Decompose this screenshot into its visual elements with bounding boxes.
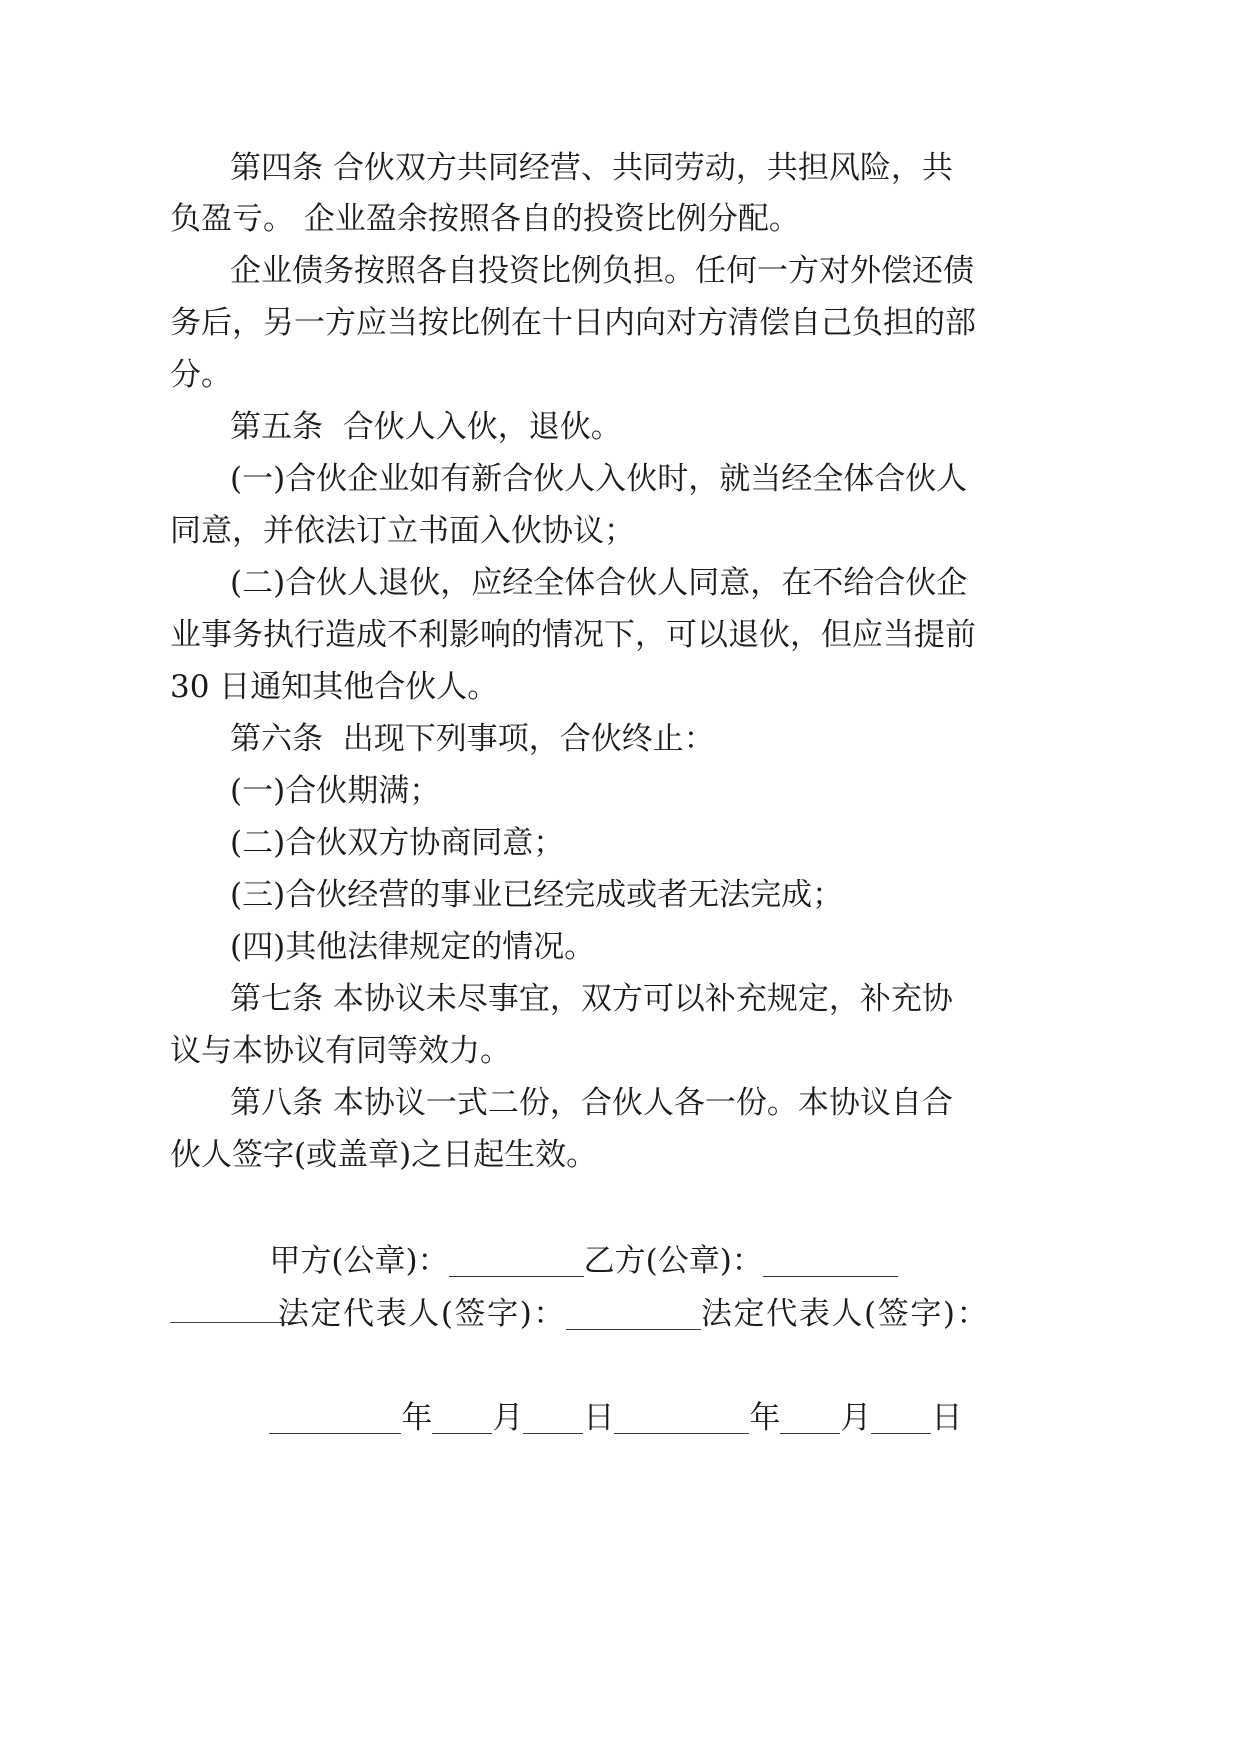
text-char: 当 [883,617,914,653]
date-b-day-label: 日 [931,1400,963,1436]
text-char: 成 [356,617,387,653]
text-char: 企 [230,253,261,289]
text-char: 合 [285,461,317,497]
text-char: 合 [285,565,317,601]
debt-line-3: 分。 [170,357,232,393]
text-char: 清 [728,305,759,341]
text-char: 协 [828,1085,860,1121]
text-char: ( [230,461,243,497]
text-char: 时 [657,461,689,497]
text-char: 经 [781,461,813,497]
date-b-month-blank[interactable] [780,1399,840,1434]
seal-row [230,1183,898,1279]
text-char: 内 [604,305,635,341]
text-char: 条 [292,981,323,1017]
text-char: 协 [363,1085,395,1121]
text-char: 协 [921,981,953,1017]
text-char: 的 [511,617,542,653]
text-char: 规 [766,981,798,1017]
date-a-day-blank[interactable] [523,1399,583,1434]
text-char: 的 [914,305,945,341]
text-char: 同 [688,565,720,601]
text-char: 伙 [316,565,348,601]
text-char: 本 [332,1085,364,1121]
text-char: 就 [719,461,751,497]
text-char: 经 [518,150,550,186]
text-char: ， [828,981,860,1017]
text-char: 伙 [533,461,565,497]
text-char: 一 [294,305,325,341]
text-char: 全 [812,461,844,497]
text-char: 例 [480,305,511,341]
article-7-line-1 [230,973,953,1025]
text-char: 经 [502,565,534,601]
text-char: 务 [170,305,201,341]
article-8-line-1 [230,1077,953,1129]
rep-b-label: 法定代表人(签字)： [701,1296,990,1332]
article-5-item-2-line-3: 30 日通知其他合伙人。 [170,669,499,705]
text-char: 可 [642,981,674,1017]
text-char: 债 [943,253,974,289]
text-char: 入 [595,461,627,497]
text-char: ， [890,150,922,186]
article-5-item-1-line-1 [230,453,968,505]
text-char: 伙 [316,461,348,497]
text-char: 投 [478,253,509,289]
article-6-heading: 第六条 出现下列事项，合伙终止： [230,721,715,757]
text-char: 如 [409,461,441,497]
text-char: 伙 [626,461,658,497]
text-char: ， [549,1085,581,1121]
text-char: 业 [170,617,201,653]
date-a-month-blank[interactable] [432,1399,492,1434]
text-char: 、 [580,150,612,186]
text-char: ， [440,565,472,601]
text-char: 议 [394,1085,426,1121]
text-char: 企 [936,565,968,601]
rep-a-label: 法定代表人(签字)： [277,1296,567,1332]
article-6-item-3: (三)合伙经营的事业已经完成或者无法完成； [230,877,844,913]
text-char: 未 [425,981,457,1017]
text-char: 一 [242,461,274,497]
text-char: 还 [912,253,943,289]
text-char: 前 [945,617,976,653]
article-5-item-2-line-1 [230,557,968,609]
party-b-seal-label: 乙方(公章)： [583,1243,763,1279]
text-char: 十 [542,305,573,341]
text-char: 可 [666,617,697,653]
text-char: 担 [883,305,914,341]
text-char: 按 [418,305,449,341]
text-char [323,973,333,1025]
text-char: 下 [604,617,635,653]
text-char: 补 [704,981,736,1017]
date-a-day-label: 日 [583,1400,615,1436]
text-char: 充 [890,981,922,1017]
text-char: 各 [416,253,447,289]
text-char: 另 [263,305,294,341]
text-char: 人 [564,461,596,497]
text-char: 务 [232,617,263,653]
text-char: 。 [664,253,695,289]
text-char: 不 [387,617,418,653]
text-char: 不 [812,565,844,601]
text-char: ) [273,565,286,601]
text-char: 各 [673,1085,705,1121]
text-char: 自 [790,305,821,341]
text-char: 共 [766,150,798,186]
text-char: 人 [642,1085,674,1121]
text-char: 新 [471,461,503,497]
text-char: 退 [728,617,759,653]
text-char: 同 [642,150,674,186]
text-char: 事 [487,981,519,1017]
text-char: 但 [821,617,852,653]
text-char: 应 [471,565,503,601]
text-char: 担 [633,253,664,289]
date-b-year-label: 年 [749,1400,781,1436]
text-char: 当 [387,305,418,341]
article-7-line-2: 议与本协议有同等效力。 [170,1033,511,1069]
text-char: 部 [945,305,976,341]
text-char: 人 [347,565,379,601]
text-char: 本 [797,1085,829,1121]
text-char: 方 [325,305,356,341]
text-char: 议 [859,1085,891,1121]
text-char: 体 [564,565,596,601]
text-char: ( [230,565,243,601]
text-char: 式 [456,1085,488,1121]
text-char: 自 [890,1085,922,1121]
text-char: 动 [704,150,736,186]
article-5-item-1-line-2: 同意，并依法订立书面入伙协议； [170,513,635,549]
text-char: 合 [580,1085,612,1121]
text-char: 伙 [611,1085,643,1121]
text-char: 伙 [409,565,441,601]
text-char: 充 [735,981,767,1017]
text-char: 协 [363,981,395,1017]
text-char: 劳 [673,150,705,186]
text-char: 提 [914,617,945,653]
text-char: ) [273,461,286,497]
text-char: 合 [502,461,534,497]
text-char: 双 [580,981,612,1017]
date-a-month-label: 月 [492,1400,524,1436]
text-char: 七 [261,981,292,1017]
text-char: 合 [874,461,906,497]
text-char: 应 [852,617,883,653]
text-char: 给 [843,565,875,601]
date-b-day-blank[interactable] [871,1399,931,1434]
text-char: 合 [595,565,627,601]
text-char: 双 [394,150,426,186]
text-char: 方 [788,253,819,289]
text-char: 何 [726,253,757,289]
text-char: 全 [533,565,565,601]
text-char: 执 [263,617,294,653]
date-b-month-label: 月 [840,1400,872,1436]
text-char: ， [635,617,666,653]
date-a-year-label: 年 [401,1400,433,1436]
article-5-item-2-line-2 [170,609,976,661]
text-char: 例 [571,253,602,289]
text-char: 合 [332,150,364,186]
text-char: 同 [487,150,519,186]
text-char: 议 [394,981,426,1017]
text-char: 影 [449,617,480,653]
text-char: 共 [921,150,953,186]
text-char: 响 [480,617,511,653]
text-char: 方 [611,981,643,1017]
text-char: 方 [697,305,728,341]
text-char: 自 [447,253,478,289]
text-char: 四 [261,150,292,186]
text-char: 应 [356,305,387,341]
text-char: 当 [750,461,782,497]
text-char: 外 [850,253,881,289]
article-4-line-2: 负盈亏。 企业盈余按照各自的投资比例分配。 [170,201,800,237]
text-char: 负 [852,305,883,341]
text-char: 照 [385,253,416,289]
text-char: 意 [719,565,751,601]
text-char: 负 [602,253,633,289]
text-char: 人 [936,461,968,497]
text-char [323,142,333,194]
text-char: 在 [511,305,542,341]
text-char: 共 [456,150,488,186]
text-char: 务 [323,253,354,289]
text-char: 共 [611,150,643,186]
article-6-item-4: (四)其他法律规定的情况。 [230,929,596,965]
text-char: 事 [201,617,232,653]
text-char: 份 [518,1085,550,1121]
date-b-year-blank[interactable] [614,1399,749,1434]
text-char: 方 [425,150,457,186]
article-5-heading: 第五条 合伙人入伙，退伙。 [230,409,622,445]
text-char: 以 [673,981,705,1017]
text-char: 己 [821,305,852,341]
text-char: 债 [292,253,323,289]
text-char: 以 [697,617,728,653]
text-char: ， [688,461,720,497]
text-char: 一 [757,253,788,289]
article-8-line-2: 伙人签字(或盖章)之日起生效。 [170,1137,598,1173]
date-a-year-blank[interactable] [269,1399,401,1434]
text-char: 伙 [626,565,658,601]
text-char: 业 [378,461,410,497]
text-char: 情 [542,617,573,653]
article-4-line-1 [230,142,953,194]
text-char: 第 [230,150,261,186]
text-char: 八 [261,1085,292,1121]
text-char: ， [232,305,263,341]
text-char: 条 [292,1085,323,1121]
text-char: 资 [509,253,540,289]
text-char: 补 [859,981,891,1017]
text-char: 日 [573,305,604,341]
text-char: 在 [781,565,813,601]
text-char: 企 [347,461,379,497]
text-char: 任 [695,253,726,289]
text-char: 险 [859,150,891,186]
text-char: ， [549,981,581,1017]
text-char: 偿 [759,305,790,341]
date-row [230,1340,963,1436]
article-6-item-1: (一)合伙期满； [230,773,441,809]
text-char: 。 [766,1085,798,1121]
text-char: 营 [549,150,581,186]
article-6-item-2: (二)合伙双方协商同意； [230,825,565,861]
text-char: 对 [666,305,697,341]
text-char: 二 [242,565,274,601]
text-char: 一 [704,1085,736,1121]
text-char: 伙 [363,150,395,186]
text-char: 比 [449,305,480,341]
text-char: 伙 [759,617,790,653]
rep-a-signature-blank[interactable] [566,1295,701,1330]
text-char: 退 [378,565,410,601]
text-char: ， [735,150,767,186]
debt-line-2 [170,297,976,349]
party-a-seal-label: 甲方(公章)： [269,1243,449,1279]
text-char: 对 [819,253,850,289]
text-char: 定 [797,981,829,1017]
text-char: 本 [332,981,364,1017]
text-char: 尽 [456,981,488,1017]
representative-row [232,1236,990,1332]
text-char: 一 [425,1085,457,1121]
text-char: 人 [657,565,689,601]
text-char: 二 [487,1085,519,1121]
text-char: 利 [418,617,449,653]
text-char: 宜 [518,981,550,1017]
text-char: 行 [294,617,325,653]
text-char: 担 [797,150,829,186]
text-char: 伙 [905,565,937,601]
text-char [323,1077,333,1129]
text-char: 比 [540,253,571,289]
text-char: ， [750,565,782,601]
text-char: 业 [261,253,292,289]
text-char: 第 [230,1085,261,1121]
text-char: 偿 [881,253,912,289]
text-char: 有 [440,461,472,497]
text-char: 份 [735,1085,767,1121]
debt-line-1 [230,245,974,297]
rep-b-signature-blank[interactable] [170,1322,302,1323]
text-char: 合 [874,565,906,601]
text-char: 风 [828,150,860,186]
text-char: 体 [843,461,875,497]
text-char: ， [790,617,821,653]
text-char: 条 [292,150,323,186]
text-char: 向 [635,305,666,341]
text-char: 况 [573,617,604,653]
text-char: 伙 [905,461,937,497]
text-char: 造 [325,617,356,653]
text-char: 后 [201,305,232,341]
text-char: 第 [230,981,261,1017]
text-char: 按 [354,253,385,289]
text-char: 合 [921,1085,953,1121]
